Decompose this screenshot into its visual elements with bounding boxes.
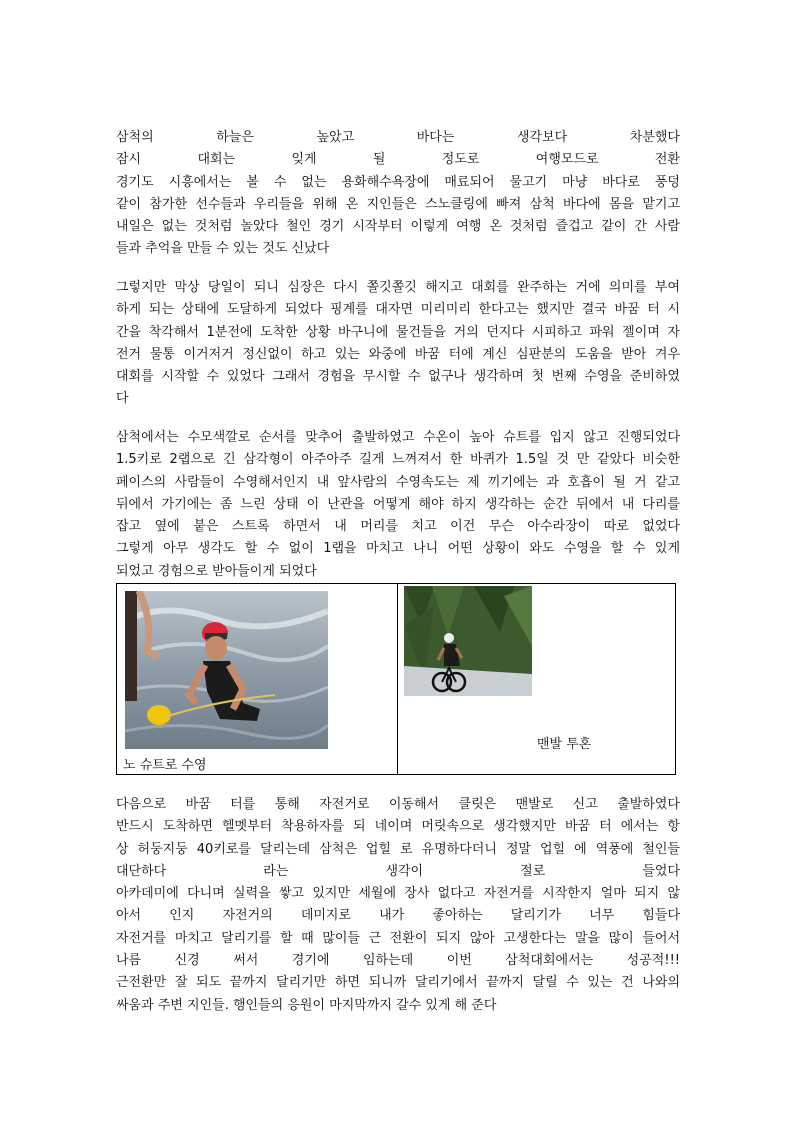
text-line: 뒤에서 가기에는 좀 느린 상태 이 난관을 어떻게 해야 하지 생각하는 순간 뒤에서 내 다리를 xyxy=(116,496,680,512)
text-line: 전거 물통 이거저거 정신없이 하고 있는 와중에 바꿈 터에 계신 심판분의 도움을 받아 겨우 xyxy=(116,346,680,362)
paragraph-beach xyxy=(116,127,680,261)
swimmer-photo xyxy=(125,591,328,749)
text-line: 자전거를 마치고 달리기를 할 때 많이들 근 전환이 되지 않아 고생한다는 말을 많이 들어서 xyxy=(116,930,680,946)
text-line: 내일은 없는 것처럼 놀았다 철인 경기 시작부터 이렇게 여행 온 것처럼 즐겁고 같이 간 사람 xyxy=(116,219,680,235)
text-line: 잠시 대회는 잊게 될 정도로 여행모드로 전환 xyxy=(116,152,680,168)
cyclist-photo xyxy=(404,586,532,696)
text-line: 아서 인지 자전거의 데미지로 내가 좋아하는 달리기가 너무 힘들다 xyxy=(116,908,680,924)
text-line: 상 허둥지둥 40키로를 달리는데 삼척은 업힐 로 유명하다더니 정말 업힐 에 역풍에 철인들 xyxy=(116,841,680,857)
text-line: 아카데미에 다니며 실력을 쌓고 있지만 세월에 장사 없다고 자전거를 시작한지 얼마 되지 않 xyxy=(116,886,680,902)
text-line: 나름 신경 써서 경기에 임하는데 이번 삼척대회에서는 성공적!!! xyxy=(116,953,680,969)
paragraph-bike-run xyxy=(116,794,680,1017)
photo-caption-bike: 맨발 투혼 xyxy=(537,737,592,752)
paragraph-race-start xyxy=(116,277,680,411)
text-line: 같이 참가한 선수들과 우리들을 위해 온 지인들은 스노클링에 빠져 삼척 바다에 몸을 맡기고 xyxy=(116,196,680,212)
text-line: 그렇게 아무 생각도 할 수 없이 1랩을 마치고 나니 어떤 상황이 와도 수영을 할 수 있게 xyxy=(116,541,680,557)
text-line: 하게 되는 상태에 도달하게 되었다 핑계를 대자면 미리미리 한다고는 했지만 결국 바꿈 터 시 xyxy=(116,302,680,318)
photo-caption-swim: 노 슈트로 수영 xyxy=(123,758,207,773)
text-line: 간을 착각해서 1분전에 도착한 상황 바구니에 물건들을 거의 던지다 시피하고 파워 젤이며 자 xyxy=(116,324,680,340)
paragraph-swim xyxy=(116,427,680,583)
text-line: 다음으로 바꿈 터를 통해 자전거로 이동해서 클릿은 맨발로 신고 출발하였다 xyxy=(116,797,680,812)
text-line: 되었고 경험으로 받아들이게 되었다 xyxy=(116,563,317,579)
photo-cell-bike xyxy=(398,584,675,774)
text-line: 대회를 시작할 수 있었다 그래서 경험을 무시할 수 없구나 생각하며 첫 번째 수영을 준비하였 xyxy=(116,369,680,385)
photo-table xyxy=(116,583,676,775)
text-line: 대단하다 라는 생각이 절로 들었다 xyxy=(116,863,680,879)
text-line: 잡고 옆에 붙은 스트록 하면서 내 머리를 치고 이건 무슨 아수라장이 따로 없었다 xyxy=(116,519,680,535)
text-line: 그렇지만 막상 당일이 되니 심장은 다시 쫄깃쫄깃 해지고 대회를 완주하는 거에 의미를 부여 xyxy=(116,280,681,295)
text-line: 반드시 도착하면 헬멧부터 착용하자를 되 네이며 머릿속으로 생각했지만 바꿈 터 에서는 항 xyxy=(116,819,680,835)
photo-cell-swim xyxy=(117,584,397,774)
text-line: 다 xyxy=(116,391,129,407)
text-line: 싸움과 주변 지인들. 행인들의 응원이 마지막까지 갈수 있게 해 준다 xyxy=(116,997,497,1013)
text-line: 삼척에서는 수모색깔로 순서를 맞추어 출발하였고 수온이 높아 슈트를 입지 않고 진행되었다 xyxy=(116,430,680,445)
text-line: 근전환만 잘 되도 끝까지 달리기만 하면 되니까 달리기에서 끝까지 달릴 수 있는 건 나와의 xyxy=(116,975,680,991)
text-line: 경기도 시흥에서는 볼 수 없는 용화해수욕장에 매료되어 물고기 마냥 바다로 풍덩 xyxy=(116,174,680,190)
text-line: 삼척의 하늘은 높았고 바다는 생각보다 차분했다 xyxy=(116,130,680,145)
text-line: 들과 추억을 만들 수 있는 것도 신났다 xyxy=(116,241,330,257)
text-line: 페이스의 사람들이 수영해서인지 내 앞사람의 수영속도는 제 끼기에는 과 호흡이 될 거 같고 xyxy=(116,474,680,490)
text-line: 1.5키로 2랩으로 긴 삼각형이 아주아주 길게 느껴져서 한 바퀴가 1.5일 것 만 같았다 비슷한 xyxy=(116,452,680,468)
